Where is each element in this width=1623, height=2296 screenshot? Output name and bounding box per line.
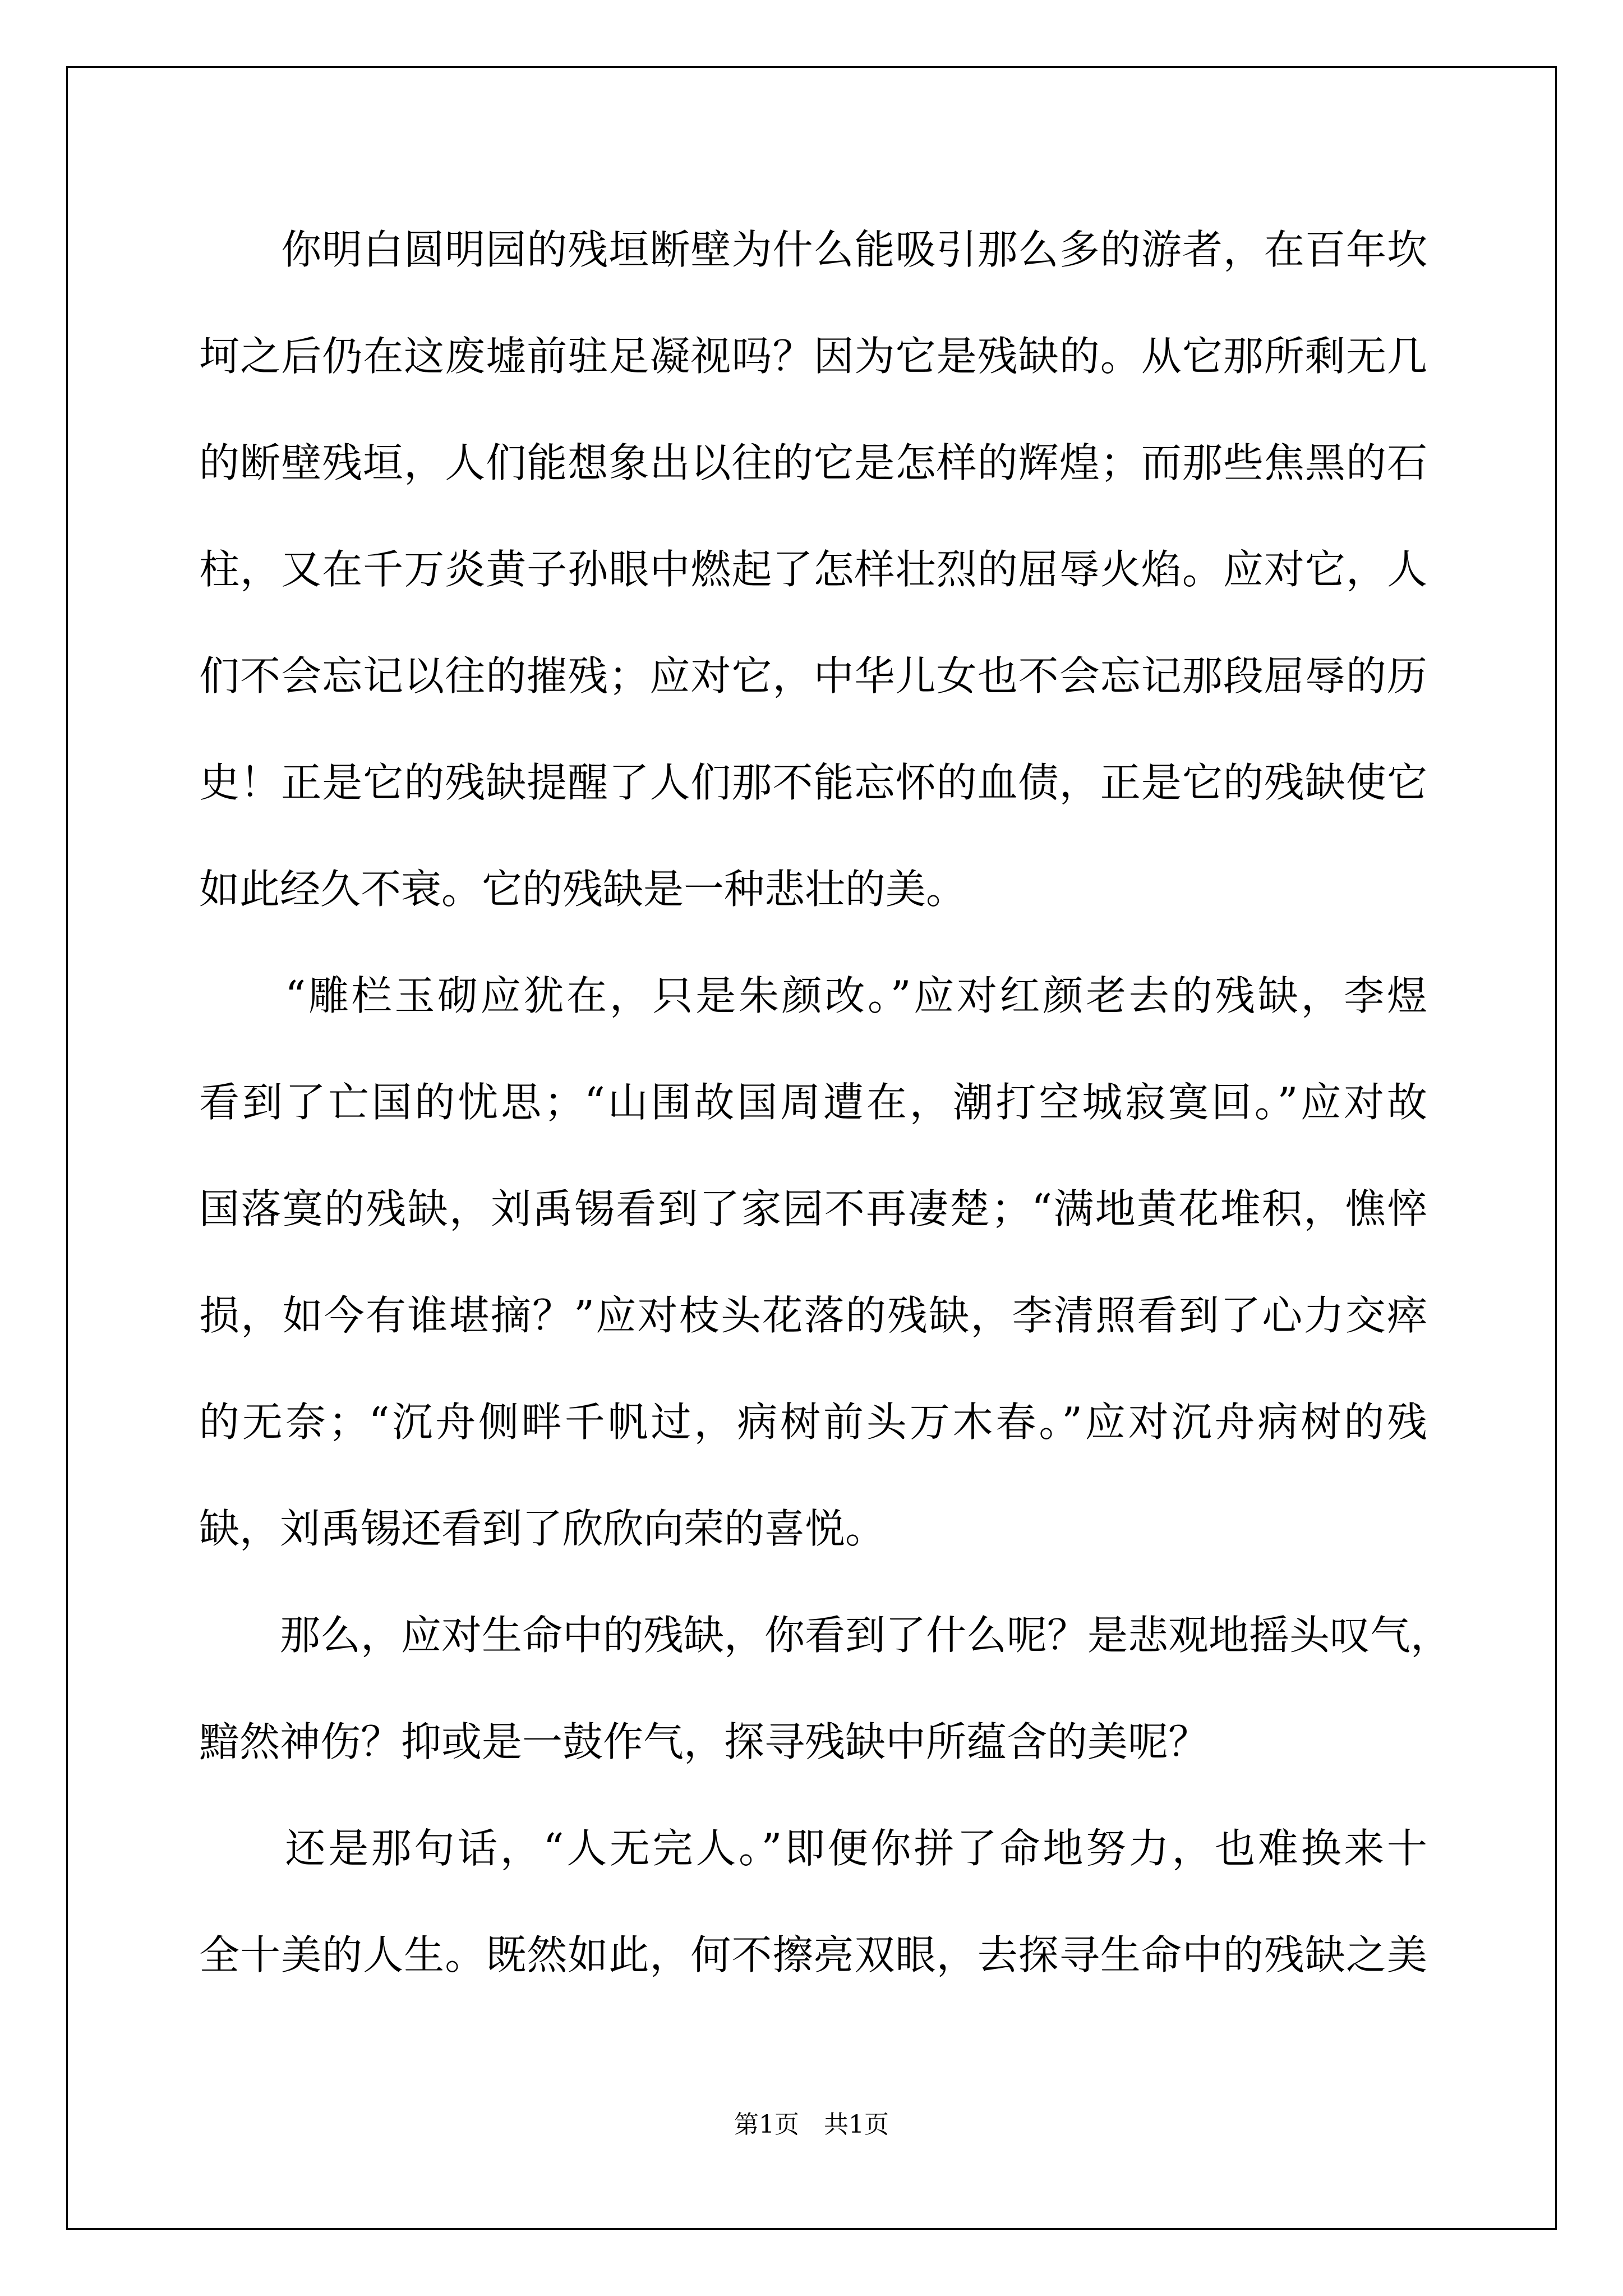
- text-line: 看到了亡国的忧思；“山围故国周遭在，潮打空城寂寞回。”应对故: [199, 1079, 1427, 1126]
- text-line: 还是那句话，“人无完人。”即便你拼了命地努力，也难换来十: [199, 1825, 1427, 1872]
- page-border: [66, 66, 1557, 2230]
- text-line: 你明白圆明园的残垣断壁为什么能吸引那么多的游者，在百年坎: [199, 226, 1427, 273]
- text-line: “雕栏玉砌应犹在，只是朱颜改。”应对红颜老去的残缺，李煜: [199, 972, 1427, 1019]
- text-line: 那么，应对生命中的残缺，你看到了什么呢？是悲观地摇头叹气，: [199, 1612, 1451, 1659]
- text-line: 们不会忘记以往的摧残；应对它，中华儿女也不会忘记那段屈辱的历: [199, 652, 1427, 700]
- page-number-label: 第1页 共1页: [734, 2110, 889, 2139]
- page-footer: [0, 2108, 1623, 2142]
- text-line: 缺，刘禹锡还看到了欣欣向荣的喜悦。: [199, 1505, 886, 1552]
- text-line: 坷之后仍在这废墟前驻足凝视吗？因为它是残缺的。从它那所剩无几: [199, 333, 1427, 380]
- text-line: 的无奈；“沉舟侧畔千帆过，病树前头万木春。”应对沉舟病树的残: [199, 1398, 1427, 1446]
- text-line: 如此经久不衰。它的残缺是一种悲壮的美。: [199, 866, 967, 913]
- text-line: 史！正是它的残缺提醒了人们那不能忘怀的血债，正是它的残缺使它: [199, 759, 1427, 806]
- text-line: 国落寞的残缺，刘禹锡看到了家园不再凄楚；“满地黄花堆积，憔悴: [199, 1185, 1427, 1232]
- text-line: 柱，又在千万炎黄子孙眼中燃起了怎样壮烈的屈辱火焰。应对它，人: [199, 546, 1427, 593]
- text-line: 损，如今有谁堪摘？”应对枝头花落的残缺，李清照看到了心力交瘁: [199, 1292, 1427, 1339]
- text-line: 的断壁残垣，人们能想象出以往的它是怎样的辉煌；而那些焦黑的石: [199, 439, 1427, 486]
- text-line: 黯然神伤？抑或是一鼓作气，探寻残缺中所蕴含的美呢？: [199, 1718, 1209, 1765]
- text-line: 全十美的人生。既然如此，何不擦亮双眼，去探寻生命中的残缺之美: [199, 1931, 1427, 1978]
